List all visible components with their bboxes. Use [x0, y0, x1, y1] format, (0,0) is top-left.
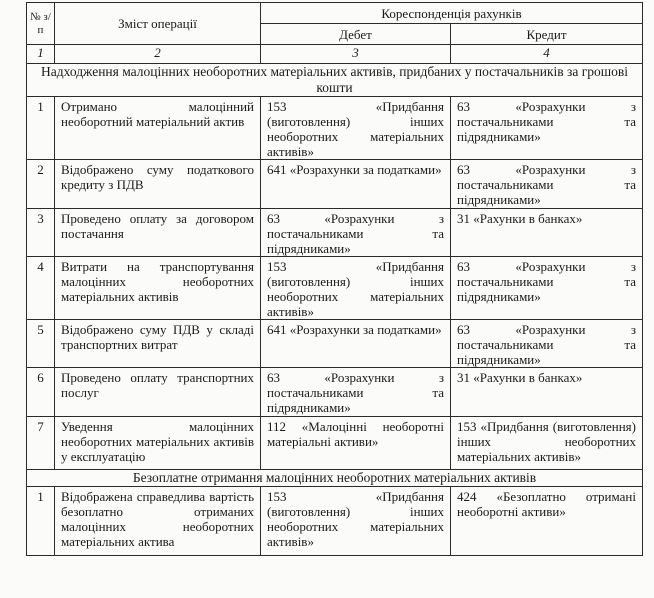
column-index: 3 — [261, 45, 451, 64]
section-header-row — [27, 64, 643, 97]
header-debit: Дебет — [261, 24, 451, 45]
operation-cell: Уведення малоцінних необоротних матеріальних активів у експлуатацію — [55, 417, 261, 470]
row-number: 1 — [27, 487, 55, 556]
header-correspondence: Кореспонденція рахунків — [261, 3, 643, 24]
debit-cell: 112 «Малоцінні необоротні матеріальні активи» — [261, 417, 451, 470]
table-row — [27, 320, 643, 368]
row-number: 6 — [27, 368, 55, 417]
credit-cell: 31 «Рахунки в банках» — [451, 209, 643, 257]
operation-cell: Витрати на транспортування малоцінних необоротних матеріальних активів — [55, 257, 261, 320]
credit-cell: 63 «Розрахунки з постачальниками та підрядниками» — [451, 257, 643, 320]
section-title: Безоплатне отримання малоцінних необоротних матеріальних активів — [27, 470, 643, 487]
row-number: 5 — [27, 320, 55, 368]
operation-cell: Отримано малоцінний необоротний матеріальний актив — [55, 97, 261, 160]
credit-cell: 153 «Придбання (виготовлення) інших необоротних матеріальних активів» — [451, 417, 643, 470]
table-row — [27, 209, 643, 257]
debit-cell: 641 «Розрахунки за податками» — [261, 160, 451, 209]
operation-cell: Відображено суму ПДВ у складі транспортних витрат — [55, 320, 261, 368]
header-number: № з/п — [27, 3, 55, 45]
credit-cell: 63 «Розрахунки з постачальниками та підрядниками» — [451, 320, 643, 368]
operation-cell: Відображена справедлива вартість безоплатно отриманих малоцінних необоротних матеріальних актива — [55, 487, 261, 556]
debit-cell: 153 «Придбання (виготовлення) інших необоротних матеріальних активів» — [261, 257, 451, 320]
debit-cell: 153 «Придбання (виготовлення) інших необоротних матеріальних активів» — [261, 97, 451, 160]
table-row — [27, 160, 643, 209]
credit-cell: 63 «Розрахунки з постачальниками та підрядниками» — [451, 97, 643, 160]
table-row — [27, 97, 643, 160]
table-row — [27, 417, 643, 470]
row-number: 3 — [27, 209, 55, 257]
debit-cell: 63 «Розрахунки з постачальниками та підрядниками» — [261, 209, 451, 257]
credit-cell: 424 «Безоплатно отримані необоротні активи» — [451, 487, 643, 556]
row-number: 4 — [27, 257, 55, 320]
table-row — [27, 368, 643, 417]
header-credit: Кредит — [451, 24, 643, 45]
column-index: 1 — [27, 45, 55, 64]
header-operation: Зміст операції — [55, 3, 261, 45]
table-row — [27, 487, 643, 556]
credit-cell: 63 «Розрахунки з постачальниками та підрядниками» — [451, 160, 643, 209]
row-number: 7 — [27, 417, 55, 470]
header-row — [27, 3, 643, 24]
row-number: 1 — [27, 97, 55, 160]
debit-cell: 641 «Розрахунки за податками» — [261, 320, 451, 368]
row-number: 2 — [27, 160, 55, 209]
debit-cell: 63 «Розрахунки з постачальниками та підрядниками» — [261, 368, 451, 417]
accounting-entries-table — [26, 2, 643, 556]
credit-cell: 31 «Рахунки в банках» — [451, 368, 643, 417]
operation-cell: Відображено суму податкового кредиту з ПДВ — [55, 160, 261, 209]
table-row — [27, 257, 643, 320]
operation-cell: Проведено оплату транспортних послуг — [55, 368, 261, 417]
column-index: 4 — [451, 45, 643, 64]
column-index: 2 — [55, 45, 261, 64]
operation-cell: Проведено оплату за договором постачання — [55, 209, 261, 257]
section-header-row — [27, 470, 643, 487]
debit-cell: 153 «Придбання (виготовлення) інших необоротних матеріальних активів» — [261, 487, 451, 556]
section-title: Надходження малоцінних необоротних матеріальних активів, придбаних у постачальників за грошові кошти — [27, 64, 643, 97]
column-index-row — [27, 45, 643, 64]
